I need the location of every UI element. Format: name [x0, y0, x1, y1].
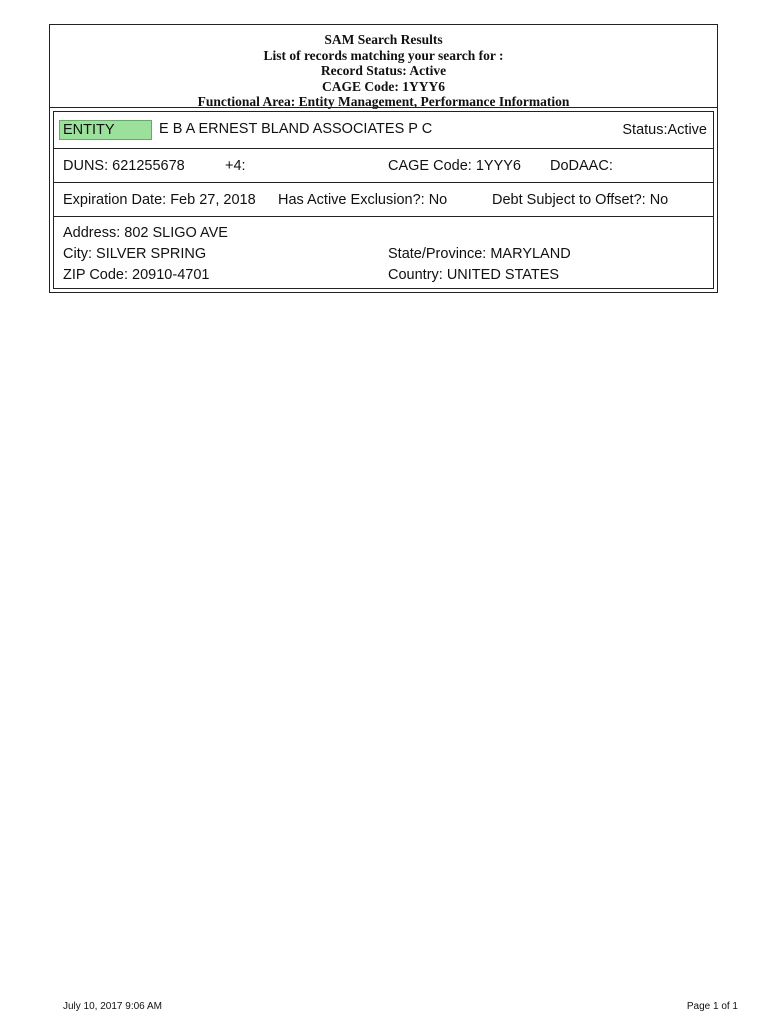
address-line: Address: 802 SLIGO AVE: [63, 225, 228, 241]
status-badge: Status:Active: [622, 122, 707, 138]
debt-offset: Debt Subject to Offset?: No: [492, 192, 669, 208]
duns-number: DUNS: 621255678: [63, 158, 185, 174]
record-status-row: [54, 183, 713, 217]
print-timestamp: July 10, 2017 9:06 AM: [63, 1001, 162, 1012]
functional-area-criterion: Functional Area: Entity Management, Performance Information: [197, 94, 570, 109]
duns-plus4: +4:: [225, 158, 246, 174]
dodaac: DoDAAC:: [550, 158, 613, 174]
search-description: List of records matching your search for :: [263, 47, 504, 63]
record-status-criterion: Record Status: Active: [320, 63, 447, 78]
active-exclusion: Has Active Exclusion?: No: [278, 192, 448, 208]
cage-code: CAGE Code: 1YYY6: [388, 158, 521, 174]
state-province: State/Province: MARYLAND: [388, 246, 571, 262]
entity-name: E B A ERNEST BLAND ASSOCIATES P C: [159, 121, 433, 137]
entity-record-card: [49, 107, 718, 293]
page-title: SAM Search Results: [324, 32, 443, 47]
search-results-header: [49, 24, 718, 108]
record-name-row: [54, 112, 713, 149]
expiration-date: Expiration Date: Feb 27, 2018: [63, 192, 256, 208]
country: Country: UNITED STATES: [388, 267, 560, 283]
entity-type-badge: ENTITY: [59, 120, 152, 140]
cage-code-criterion: CAGE Code: 1YYY6: [322, 78, 445, 94]
city: City: SILVER SPRING: [63, 246, 207, 262]
record-ids-row: [54, 149, 713, 183]
zip-code: ZIP Code: 20910-4701: [63, 267, 210, 283]
page-number: Page 1 of 1: [686, 1001, 738, 1012]
entity-record-inner: [53, 111, 714, 289]
record-address-row: [54, 217, 713, 288]
